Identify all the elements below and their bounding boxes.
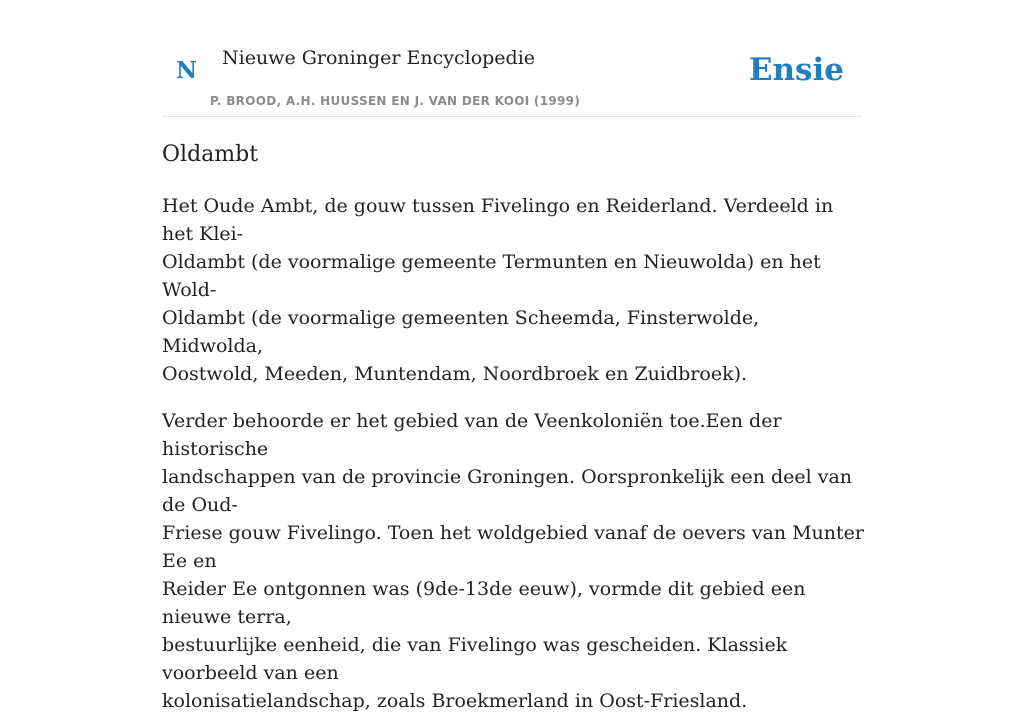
article bbox=[162, 138, 864, 715]
encyclopedia-title: Nieuwe Groninger Encyclopedie bbox=[222, 47, 536, 69]
header bbox=[162, 0, 862, 117]
article-title: Oldambt bbox=[162, 142, 259, 167]
encyclopedia-logo[interactable]: N bbox=[176, 57, 198, 84]
article-paragraph: Verder behoorde er het gebied van de Veenkoloniën toe.Een der historische landschappen van de provincie Groningen. Oorspronkelijk een deel van de Oud- Friese gouw Fivelingo. Toen het woldgebied vanaf de oevers van Munter Ee en Reider Ee ontgonnen was (9de-13de eeuw), vormde dit gebied een nieuwe terra, bestuurlijke eenheid, die van Fivelingo was gescheiden. Klassiek voorbeeld van een kolonisatielandschap, zoals Broekmerland in Oost-Friesland. bbox=[162, 410, 864, 712]
brand-logo-link[interactable]: Ensie bbox=[748, 52, 844, 88]
authors-line: P. BROOD, A.H. HUUSSEN EN J. VAN DER KOOI (1999) bbox=[210, 94, 581, 108]
article-paragraph: Het Oude Ambt, de gouw tussen Fivelingo en Reiderland. Verdeeld in het Klei- Oldambt (de voormalige gemeente Termunten en Nieuwolda) en het Wold- Oldambt (de voormalige gemeenten Scheemda, Finsterwolde, Midwolda, Oostwold, Meeden, Muntendam, Noordbroek en Zuidbroek). bbox=[162, 195, 834, 385]
